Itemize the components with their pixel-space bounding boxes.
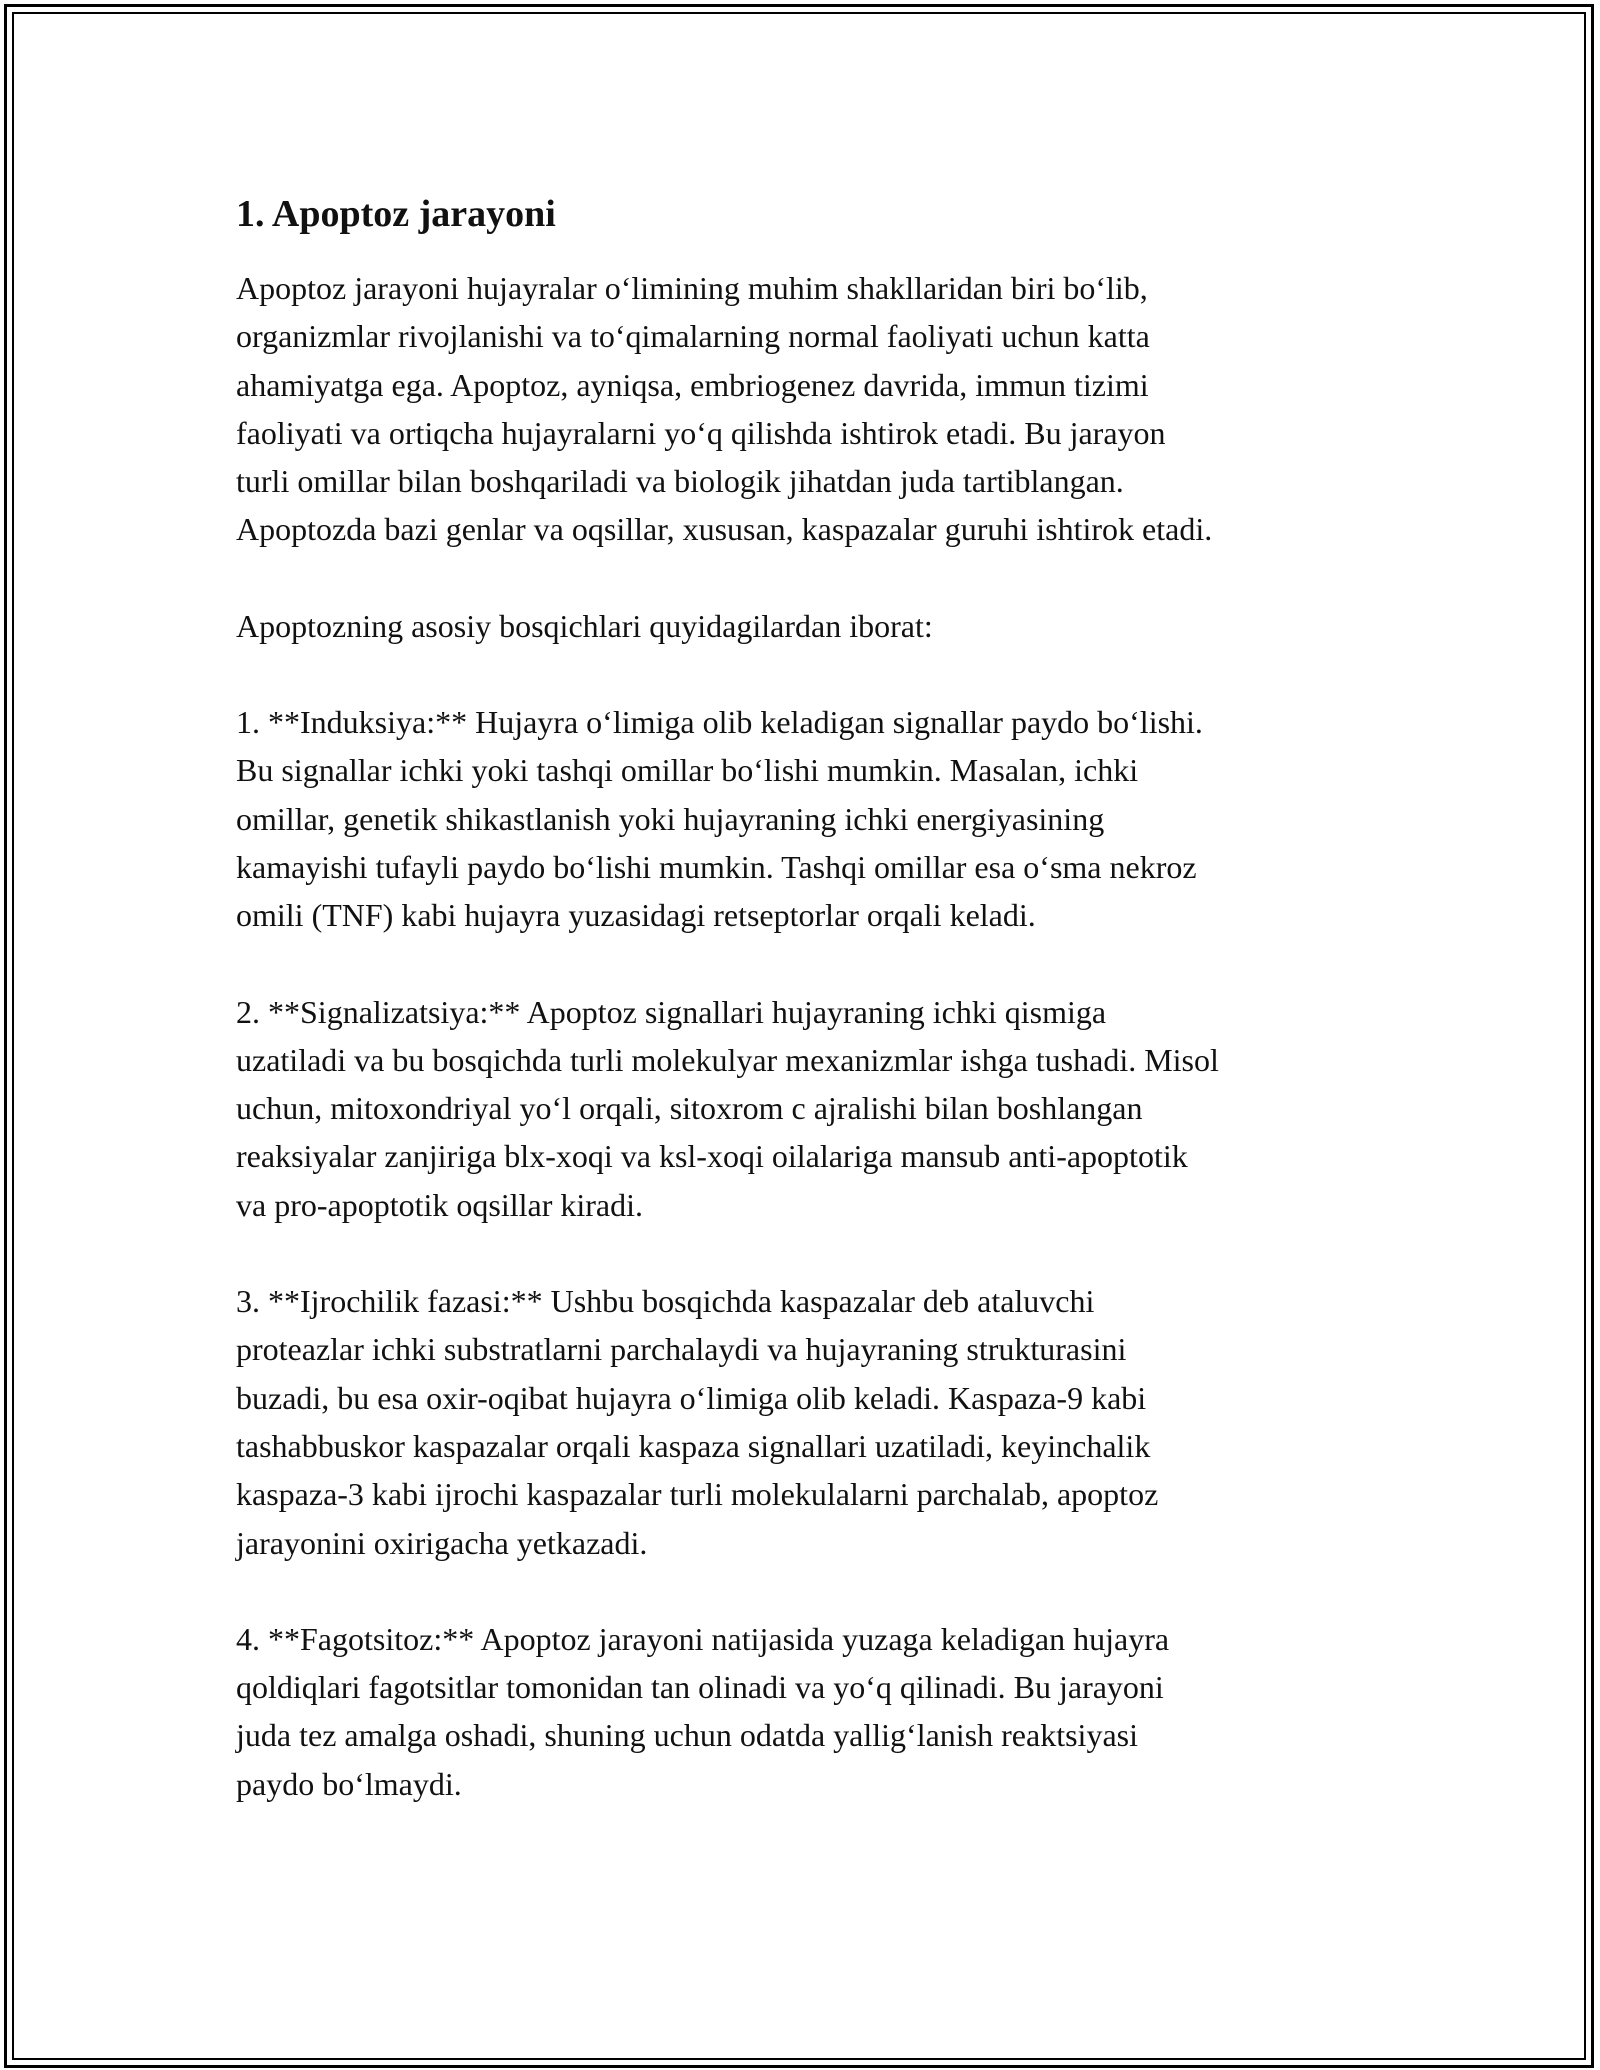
document-body — [236, 184, 1376, 1856]
intro-paragraph: Apoptoz jarayoni hujayralar o‘limining muhim shakllaridan biri bo‘lib, organizmlar rivojlanishi va to‘qimalarning normal faoliyati uchun katta ahamiyatga ega. Apoptoz, ayniqsa, embriogenez davrida, immun tizimi faoliyati va ortiqcha hujayralarni yo‘q qilishda ishtirok etadi. Bu jarayon turli omillar bilan boshqariladi va biologik jihatdan juda tartiblangan. Apoptozda bazi genlar va oqsillar, xususan, kaspazalar guruhi ishtirok etadi. — [236, 270, 1213, 548]
stage-phagocytosis-paragraph: 4. **Fagotsitoz:** Apoptoz jarayoni natijasida yuzaga keladigan hujayra qoldiqlari fagotsitlar tomonidan tan olinadi va yo‘q qilinadi. Bu jarayoni juda tez amalga oshadi, shuning uchun odatda yallig‘lanish reaktsiyasi paydo bo‘lmaydi. — [236, 1620, 1170, 1802]
stage-signaling-paragraph: 2. **Signalizatsiya:** Apoptoz signallari hujayraning ichki qismiga uzatiladi va bu bosqichda turli molekulyar mexanizmlar ishga tushadi. Misol uchun, mitoxondriyal yo‘l orqali, sitoxrom c ajralishi bilan boshlangan reaksiyalar zanjiriga blx-xoqi va ksl-xoqi oilalariga mansub anti-apoptotik va pro-apoptotik oqsillar kiradi. — [236, 993, 1219, 1223]
stage-execution-paragraph: 3. **Ijrochilik fazasi:** Ushbu bosqichda kaspazalar deb ataluvchi proteazlar ichki substratlarni parchalaydi va hujayraning strukturasini buzadi, bu esa oxir-oqibat hujayra o‘limiga olib keladi. Kaspaza-9 kabi tashabbuskor kaspazalar orqali kaspaza signallari uzatiladi, keyinchalik kaspaza-3 kabi ijrochi kaspazalar turli molekulalarni parchalab, apoptoz jarayonini oxirigacha yetkazadi. — [236, 1283, 1159, 1561]
section-heading: 1. Apoptoz jarayoni — [236, 193, 556, 235]
stage-induction-paragraph: 1. **Induksiya:** Hujayra o‘limiga olib keladigan signallar paydo bo‘lishi. Bu signallar ichki yoki tashqi omillar bo‘lishi mumkin. Masalan, ichki omillar, genetik shikastlanish yoki hujayraning ichki energiyasining kamayishi tufayli paydo bo‘lishi mumkin. Tashqi omillar esa o‘sma nekroz omili (TNF) kabi hujayra yuzasidagi retseptorlar orqali keladi. — [236, 704, 1203, 934]
stages-intro-paragraph: Apoptozning asosiy bosqichlari quyidagilardan iborat: — [236, 607, 933, 644]
